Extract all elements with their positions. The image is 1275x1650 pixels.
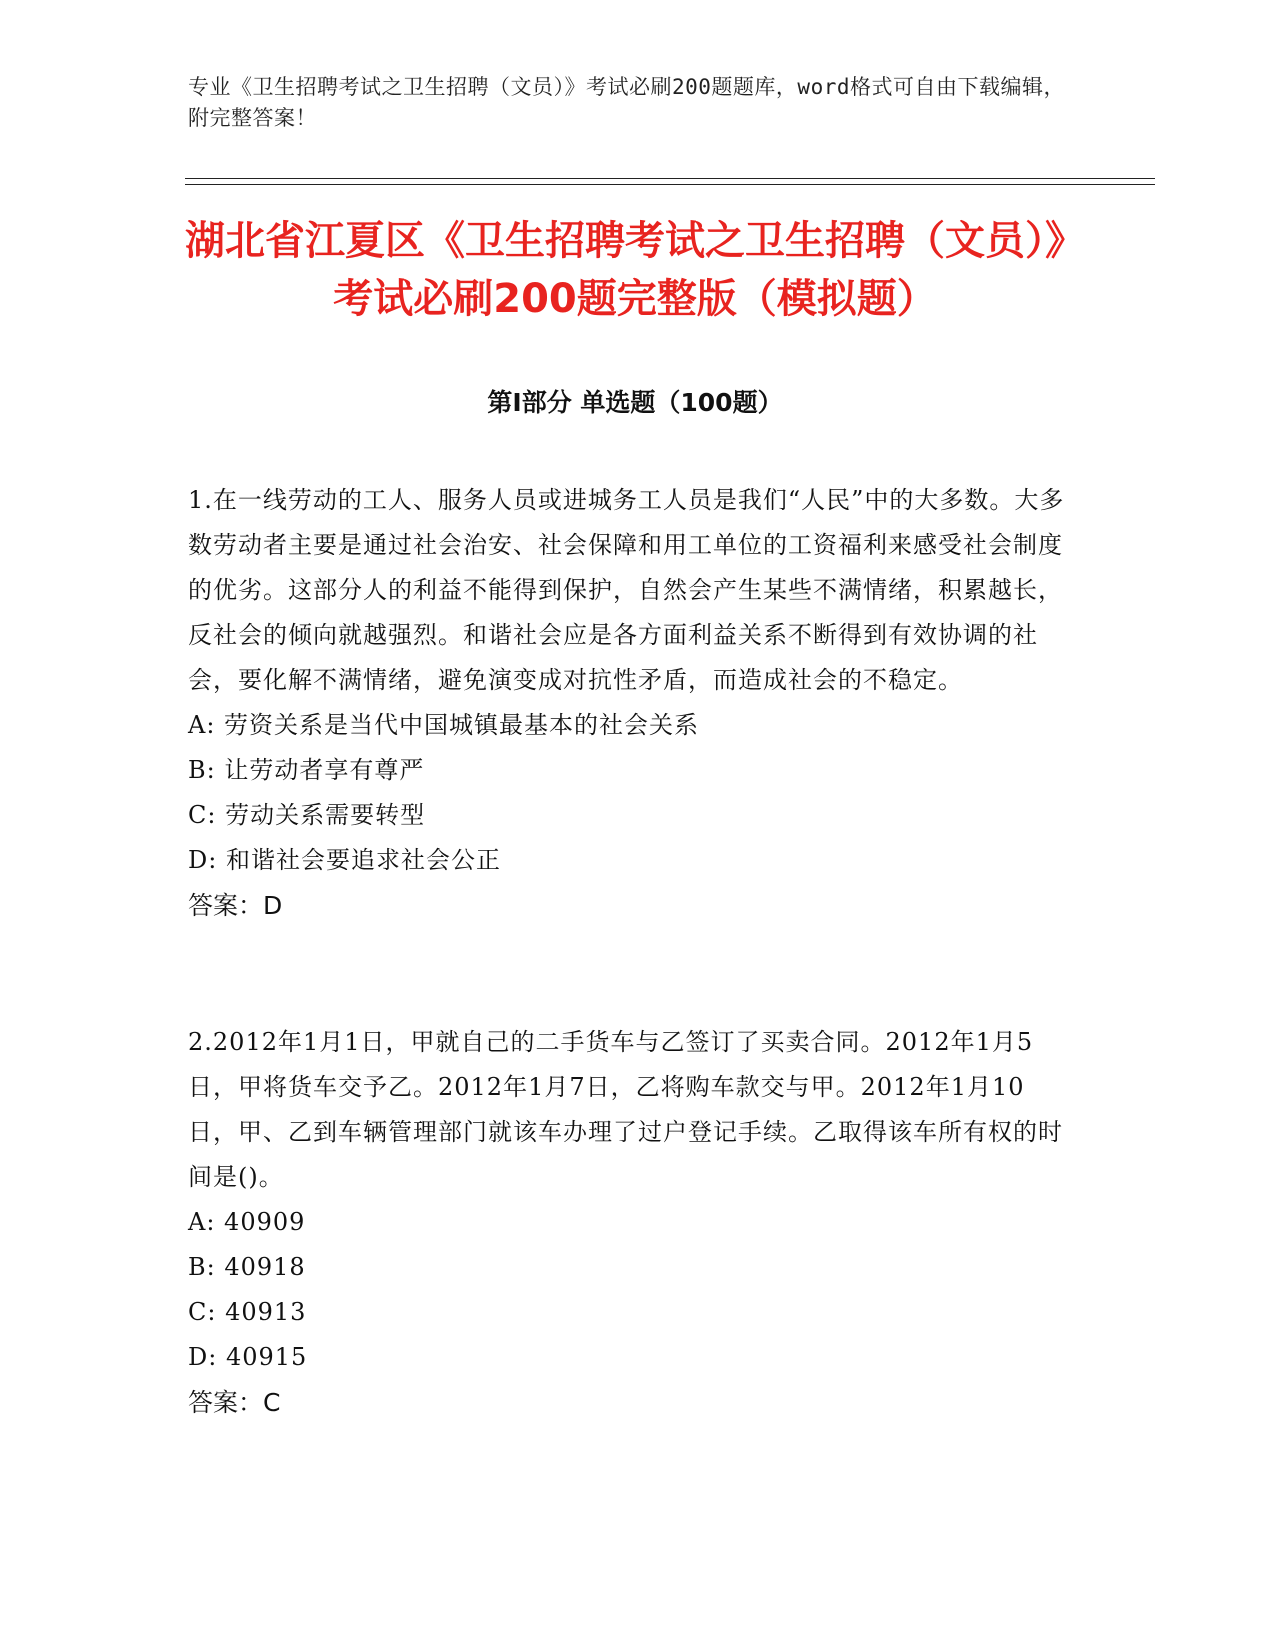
question-2 xyxy=(188,1020,1068,1425)
header-divider xyxy=(185,178,1155,179)
header-divider-secondary xyxy=(185,184,1155,185)
option-b: B: 让劳动者享有尊严 xyxy=(188,756,425,784)
section-heading: 第Ⅰ部分 单选题（100题） xyxy=(487,388,783,417)
option-d: D: 40915 xyxy=(188,1343,308,1371)
document-title: 湖北省江夏区《卫生招聘考试之卫生招聘（文员）》考试必刷200题完整版（模拟题） xyxy=(185,218,1085,322)
option-c: C: 40913 xyxy=(188,1298,307,1326)
option-a: A: 劳资关系是当代中国城镇最基本的社会关系 xyxy=(188,711,700,739)
answer: 答案：D xyxy=(188,891,283,920)
answer: 答案：C xyxy=(188,1388,281,1417)
option-b: B: 40918 xyxy=(188,1253,306,1281)
question-1 xyxy=(188,478,1068,928)
question-stem: 2.2012年1月1日，甲就自己的二手货车与乙签订了买卖合同。2012年1月5日，甲将货车交予乙。2012年1月7日，乙将购车款交与甲。2012年1月10日，甲、乙到车辆管理部门就该车办理了过户登记手续。乙取得该车所有权的时间是()。 xyxy=(188,1028,1063,1191)
question-stem: 1.在一线劳动的工人、服务人员或进城务工人员是我们“人民”中的大多数。大多数劳动者主要是通过社会治安、社会保障和用工单位的工资福利来感受社会制度的优劣。这部分人的利益不能得到保护，自然会产生某些不满情绪，积累越长，反社会的倾向就越强烈。和谐社会应是各方面利益关系不断得到有效协调的社会，要化解不满情绪，避免演变成对抗性矛盾，而造成社会的不稳定。 xyxy=(188,486,1065,694)
header-note: 专业《卫生招聘考试之卫生招聘（文员）》考试必刷200题题库，word格式可自由下载编辑，附完整答案！ xyxy=(188,75,1065,130)
option-c: C: 劳动关系需要转型 xyxy=(188,801,426,829)
option-d: D: 和谐社会要追求社会公正 xyxy=(188,846,501,874)
option-a: A: 40909 xyxy=(188,1208,306,1236)
